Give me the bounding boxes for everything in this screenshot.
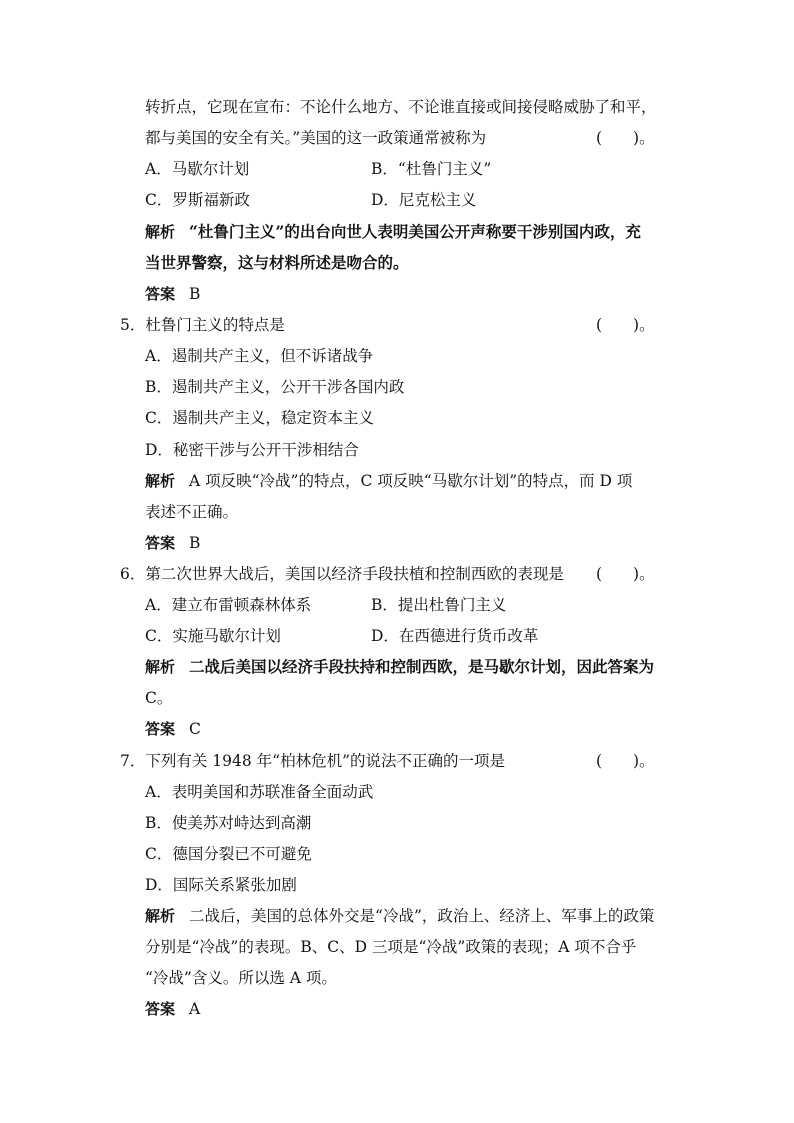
answer-label: 答案: [145, 1000, 176, 1018]
analysis-text: 二战后，美国的总体外交是“冷战”，政治上、经济上、军事上的政策: [189, 907, 655, 925]
q7-analysis-line1: [145, 906, 654, 926]
q5-analysis-line1: [145, 471, 632, 491]
q6-analysis-line1: [145, 657, 654, 677]
q5-option-a: A．遏制共产主义，但不诉诸战争: [145, 347, 374, 365]
analysis-text: A 项反映“冷战”的特点，C 项反映“马歇尔计划”的特点，而 D 项: [189, 472, 633, 490]
q6-answer: [145, 719, 201, 739]
answer-value: A: [189, 1000, 201, 1018]
answer-value: C: [189, 720, 201, 738]
q4-analysis-line2: 当世界警察，这与材料所述是吻合的。: [145, 253, 409, 272]
q4-stem-line2: 都与美国的安全有关。”美国的这一政策通常被称为: [145, 129, 487, 147]
q7-option-b: B．使美苏对峙达到高潮: [145, 814, 312, 832]
q7-answer-paren: ( )。: [596, 752, 655, 770]
q6-option-d: D．在西德进行货币改革: [371, 627, 539, 645]
analysis-label: 解析: [145, 907, 176, 925]
q4-answer: [145, 284, 200, 304]
q6-option-a: A．建立布雷顿森林体系: [145, 596, 312, 614]
q6-option-c: C．实施马歇尔计划: [145, 627, 281, 645]
analysis-label: 解析: [145, 658, 176, 676]
q7-stem: 7．下列有关 1948 年“柏林危机”的说法不正确的一项是: [120, 752, 506, 770]
q7-analysis-line3: “冷战”含义。所以选 A 项。: [145, 969, 337, 987]
analysis-text: “杜鲁门主义”的出台向世人表明美国公开声称要干涉别国内政，充: [189, 222, 641, 241]
q6-analysis-line2: C。: [145, 689, 173, 707]
q6-option-b: B．提出杜鲁门主义: [371, 596, 507, 614]
q7-option-c: C．德国分裂已不可避免: [145, 845, 312, 863]
answer-label: 答案: [145, 285, 176, 303]
q5-answer: [145, 533, 200, 553]
analysis-label: 解析: [145, 223, 176, 241]
q6-stem: 6．第二次世界大战后，美国以经济手段扶植和控制西欧的表现是: [120, 565, 564, 583]
q4-option-c: C．罗斯福新政: [145, 191, 250, 209]
q5-analysis-line2: 表述不正确。: [145, 503, 239, 521]
q7-analysis-line2: 分别是“冷战”的表现。B、C、D 三项是“冷战”政策的表现；A 项不合乎: [145, 938, 637, 956]
answer-label: 答案: [145, 720, 176, 738]
q4-option-b: B．“杜鲁门主义”: [371, 160, 492, 178]
answer-value: B: [189, 285, 201, 303]
q5-option-b: B．遏制共产主义，公开干涉各国内政: [145, 378, 405, 396]
q7-option-a: A．表明美国和苏联准备全面动武: [145, 783, 374, 801]
q5-answer-paren: ( )。: [596, 316, 655, 334]
q7-option-d: D．国际关系紧张加剧: [145, 876, 297, 894]
analysis-label: 解析: [145, 472, 176, 490]
q4-analysis-line1: [145, 222, 641, 242]
answer-value: B: [189, 534, 201, 552]
q4-answer-paren: ( )。: [596, 129, 655, 147]
q4-option-d: D．尼克松主义: [371, 191, 477, 209]
q6-answer-paren: ( )。: [596, 565, 655, 583]
analysis-text: 二战后美国以经济手段扶持和控制西欧，是马歇尔计划，因此答案为: [189, 657, 655, 676]
q4-option-a: A．马歇尔计划: [145, 160, 250, 178]
answer-label: 答案: [145, 534, 176, 552]
q5-stem: 5．杜鲁门主义的特点是: [120, 316, 285, 334]
q4-stem-line1: 转折点，它现在宣布：不论什么地方、不论谁直接或间接侵略威胁了和平，: [145, 98, 657, 116]
q5-option-d: D．秘密干涉与公开干涉相结合: [145, 441, 359, 459]
q5-option-c: C．遏制共产主义，稳定资本主义: [145, 409, 374, 427]
q7-answer: [145, 999, 200, 1019]
